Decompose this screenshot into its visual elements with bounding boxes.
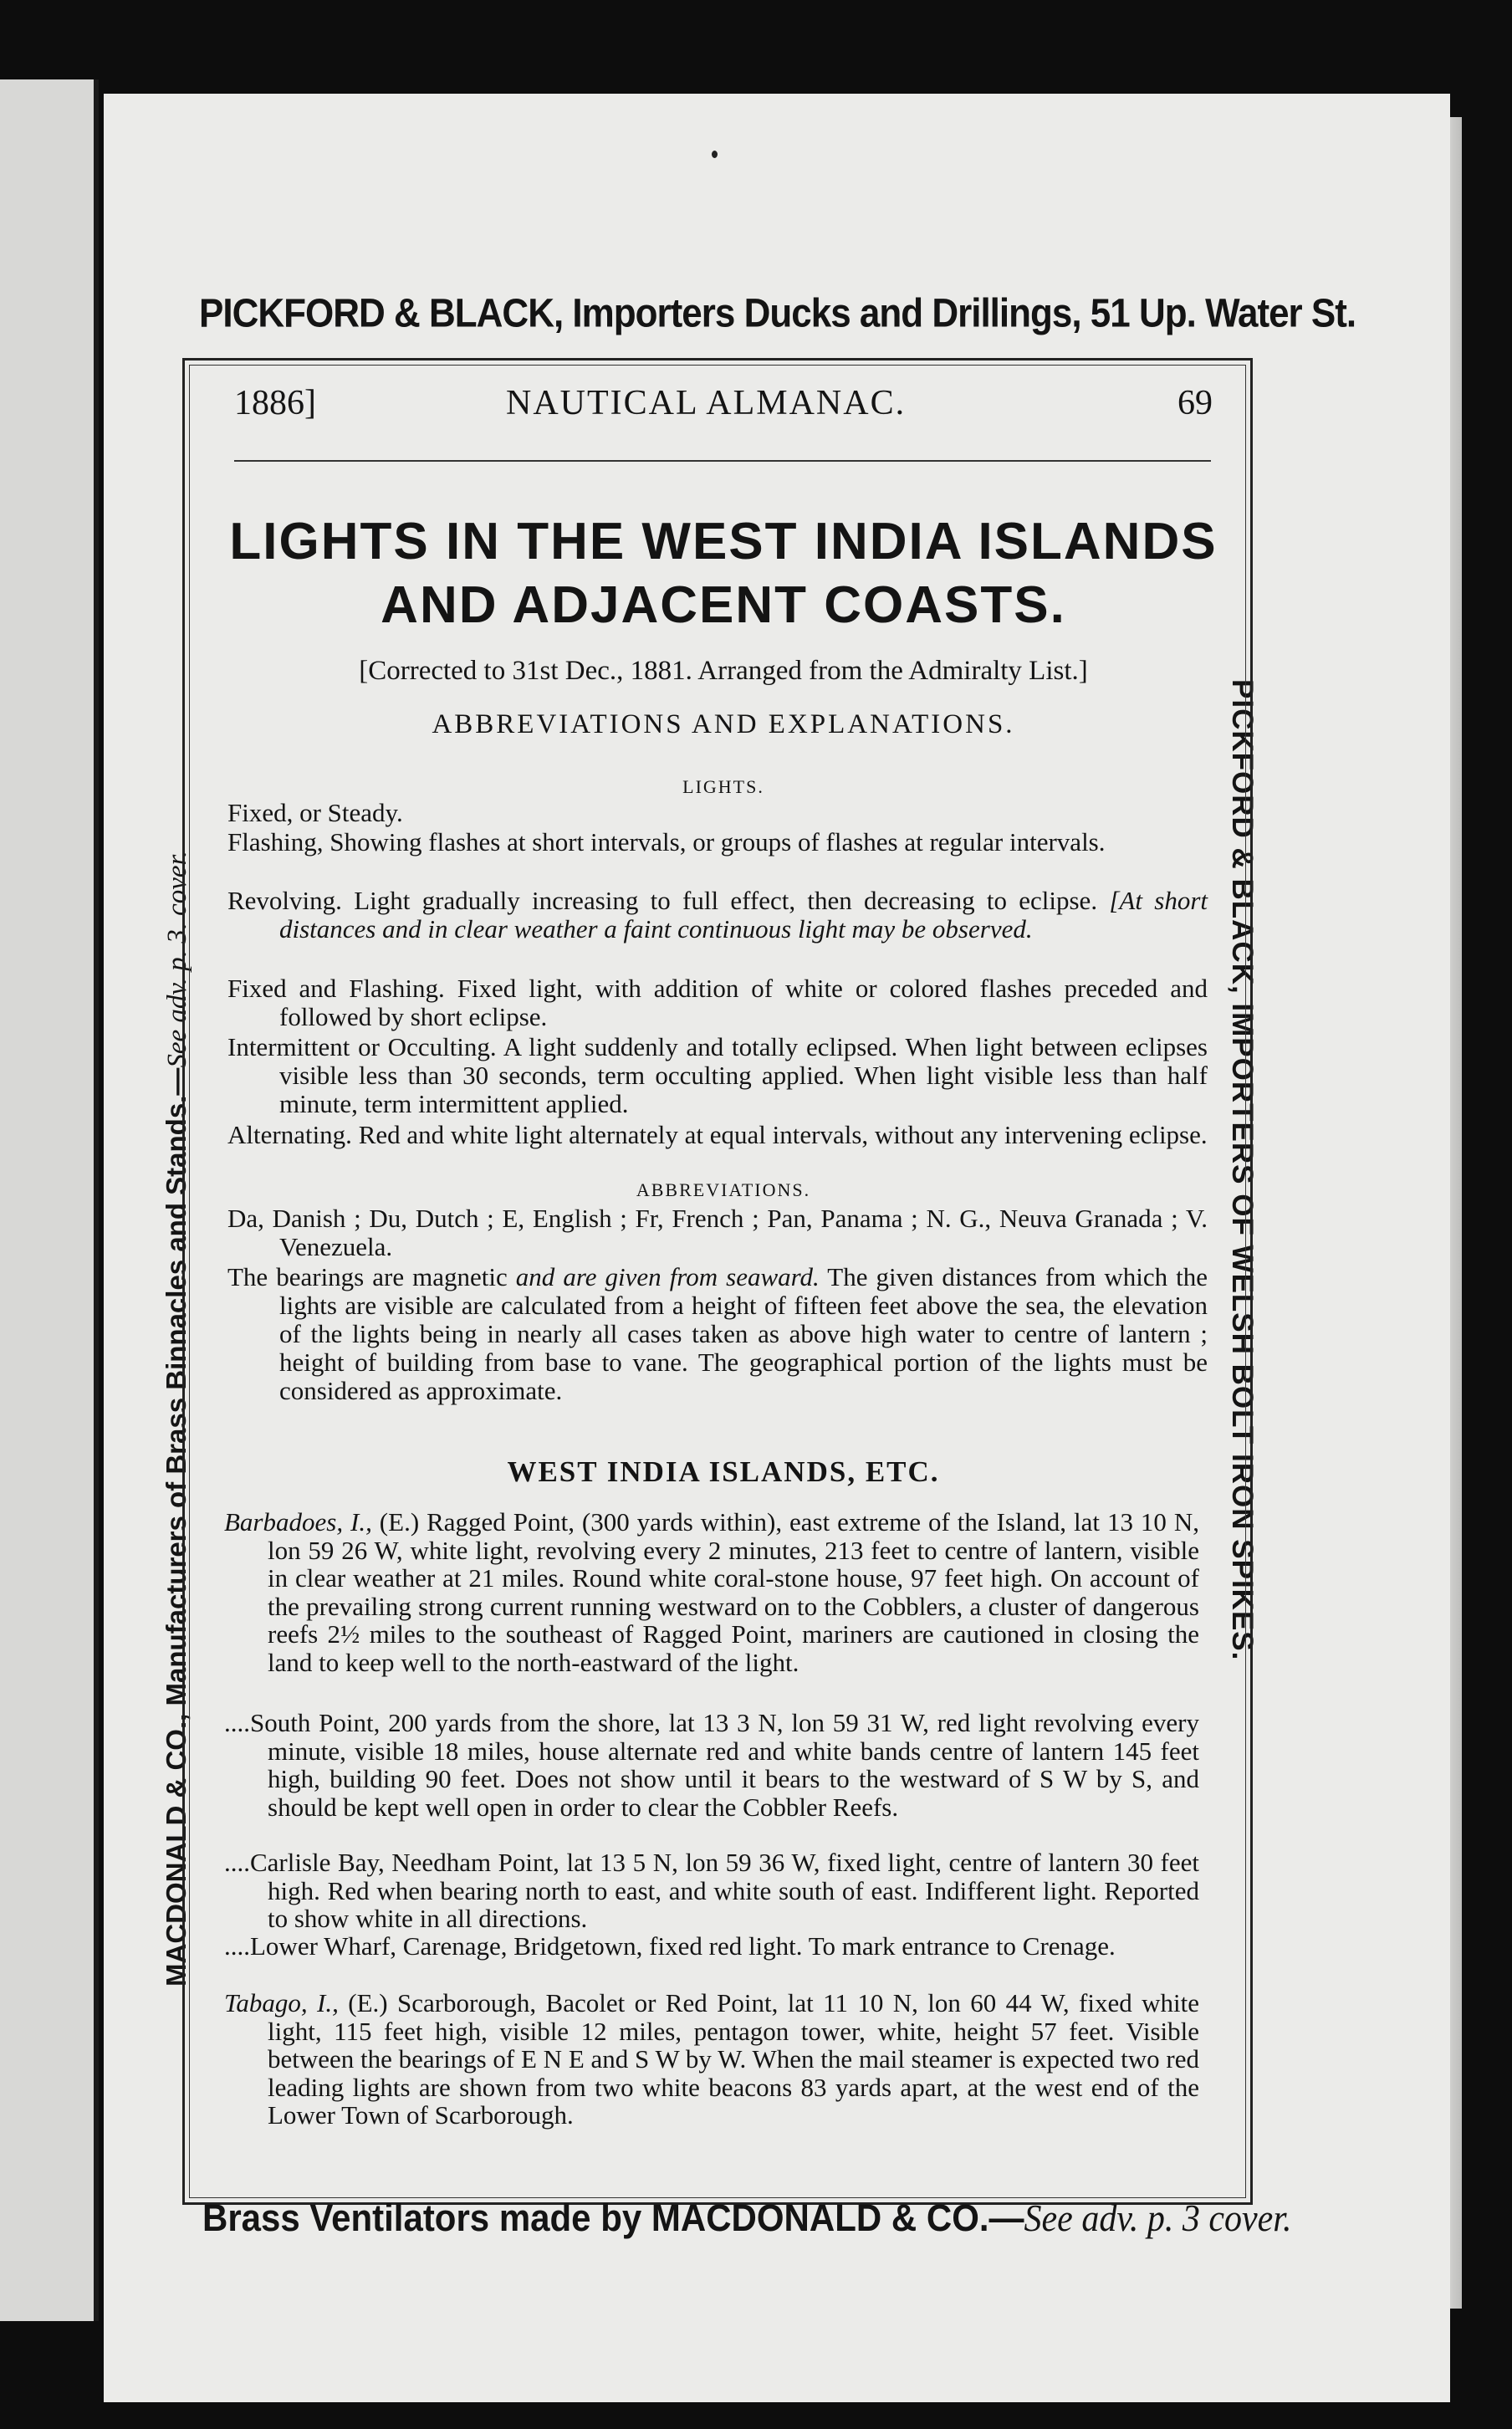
- abbreviations-list: Da, Danish ; Du, Dutch ; E, English ; Fr, French ; Pan, Panama ; N. G., Neuva Granada ; V. Venezuela.: [227, 1204, 1208, 1261]
- definition-text: Red and white light alternately at equal intervals, without any intervening eclipse.: [351, 1120, 1208, 1149]
- entry-text: (E.) Ragged Point, (300 yards within), east extreme of the Island, lat 13 10 N, lon 59 26 W, white light, revolving every 2 minutes, 213 feet to centre of lantern, visible in clear weather at 21 miles. Round white coral-stone house, 97 feet high. On account of the prevailing strong current running westward on to the Cobblers, a cluster of dangerous reefs 2½ miles to the southeast of Ragged Point, mariners are cautioned in closing the land to keep well to the north-eastward of the light.: [268, 1507, 1199, 1677]
- title-line-2: AND ADJACENT COASTS.: [381, 576, 1066, 634]
- definition-text: A light suddenly and totally eclipsed. When light between eclipses visible less than 30 seconds, term occulting applied. When light visible less than half minute, term intermittent applied.: [279, 1032, 1208, 1118]
- light-entry-tabago: [224, 1989, 1199, 2130]
- definition-text: Light gradually increasing to full effect, then decreasing to eclipse.: [341, 886, 1110, 915]
- abbreviations-explanations-heading: ABBREVIATIONS AND EXPLANATIONS.: [432, 709, 1015, 739]
- definition-note: [At short distances and in clear weather a faint continuous light may be observed.: [279, 886, 1208, 943]
- bearings-text-cont: The given distances from which the lights are visible are calculated from a height of fifteen feet above the sea, the elevation of the lights being in nearly all cases taken as above high water to centre of lantern ; height of building from base to vane. The geographical portion of the lights must be considered as approximate.: [279, 1262, 1208, 1405]
- definition-flashing: [227, 828, 1208, 857]
- footer-advertisement: [202, 2196, 1292, 2241]
- page-title: [226, 510, 1221, 637]
- light-entry-barbadoes: [224, 1508, 1199, 1676]
- entry-text: (E.) Scarborough, Bacolet or Red Point, lat 11 10 N, lon 60 44 W, fixed white light, 115 feet high, visible 12 miles, pentagon tower, white, height 57 feet. Visible between the bearings of E N E and S W by W. When the mail steamer is expected two red leading lights are shown from two white beacons 83 yards apart, at the west end of the Lower Town of Scarborough.: [268, 1988, 1199, 2130]
- footer-ad-italic: See adv. p. 3 cover.: [1024, 2198, 1292, 2240]
- definition-text: Showing flashes at short intervals, or groups of flashes at regular intervals.: [323, 827, 1106, 857]
- definition-term: Revolving.: [227, 886, 342, 915]
- bearings-italic: and are given from seaward.: [515, 1262, 820, 1291]
- correction-note: [Corrected to 31st Dec., 1881. Arranged from the Admiralty List.]: [359, 656, 1088, 686]
- definition-term: Fixed and Flashing.: [227, 974, 445, 1003]
- paper-speck: [712, 151, 718, 158]
- entry-lead: ....: [224, 1708, 250, 1737]
- light-entry-carlisle-bay: [224, 1849, 1199, 1933]
- definition-revolving: [227, 887, 1208, 943]
- footer-ad-main: Brass Ventilators made by MACDONALD & CO.—: [202, 2196, 1024, 2239]
- left-ad-main: MACDONALD & CO., Manufacturers of Brass Binnacles and Stands.—: [161, 1067, 192, 1987]
- definition-alternating: [227, 1121, 1208, 1149]
- definition-term: Fixed, or Steady.: [227, 798, 403, 827]
- entry-lead: Barbadoes, I.,: [224, 1507, 372, 1537]
- definition-term: Alternating.: [227, 1120, 352, 1149]
- entry-lead: ....: [224, 1931, 250, 1961]
- header-advertisement: PICKFORD & BLACK, Importers Ducks and Drillings, 51 Up. Water St.: [199, 290, 1356, 336]
- title-line-1: LIGHTS IN THE WEST INDIA ISLANDS: [229, 513, 1218, 570]
- entry-lead: ....: [224, 1848, 250, 1877]
- definition-text: Fixed light, with addition of white or colored flashes preceded and followed by short eclipse.: [279, 974, 1208, 1031]
- bearings-text: The bearings are magnetic: [227, 1262, 516, 1291]
- definition-term: Intermittent or Occulting.: [227, 1032, 497, 1061]
- light-entry-lower-wharf: [224, 1932, 1199, 1961]
- entry-lead: Tabago, I.,: [224, 1988, 339, 2017]
- entry-text: South Point, 200 yards from the shore, lat 13 3 N, lon 59 31 W, red light revolving every minute, visible 18 miles, house alternate red and white bands centre of lantern 145 feet high, building 90 feet. Does not show until it bears to the westward of S W by S, and should be kept well open in order to clear the Cobbler Reefs.: [250, 1708, 1199, 1822]
- definition-fixed: [227, 799, 1208, 827]
- left-ad-italic: See adv. p. 3. cover.: [162, 851, 192, 1068]
- light-entry-south-point: [224, 1709, 1199, 1821]
- running-head-year: 1886]: [234, 384, 316, 422]
- lights-subheading: LIGHTS.: [682, 776, 764, 797]
- adjacent-page-edge: [0, 79, 99, 2321]
- bearings-explanation: [227, 1263, 1208, 1405]
- entry-text: Lower Wharf, Carenage, Bridgetown, fixed red light. To mark entrance to Crenage.: [250, 1931, 1116, 1961]
- abbreviations-subheading: ABBREVIATIONS.: [636, 1179, 811, 1200]
- entry-text: Carlisle Bay, Needham Point, lat 13 5 N, lon 59 36 W, fixed light, centre of lantern 30 feet high. Red when bearing north to east, and white south of east. Indifferent light. Reported to show white in all directions.: [250, 1848, 1199, 1933]
- definition-term: Flashing,: [227, 827, 324, 857]
- right-margin-advertisement: PICKFORD & BLACK, IMPORTERS OF WELSH BOLT IRON SPIKES.: [1226, 679, 1259, 1661]
- page-number: 69: [1177, 384, 1213, 422]
- definition-fixed-flashing: [227, 974, 1208, 1031]
- running-head-title: NAUTICAL ALMANAC.: [506, 384, 907, 422]
- definition-intermittent: [227, 1033, 1208, 1118]
- section-heading: WEST INDIA ISLANDS, ETC.: [507, 1455, 940, 1488]
- running-head: [234, 383, 1213, 433]
- header-rule: [234, 460, 1211, 462]
